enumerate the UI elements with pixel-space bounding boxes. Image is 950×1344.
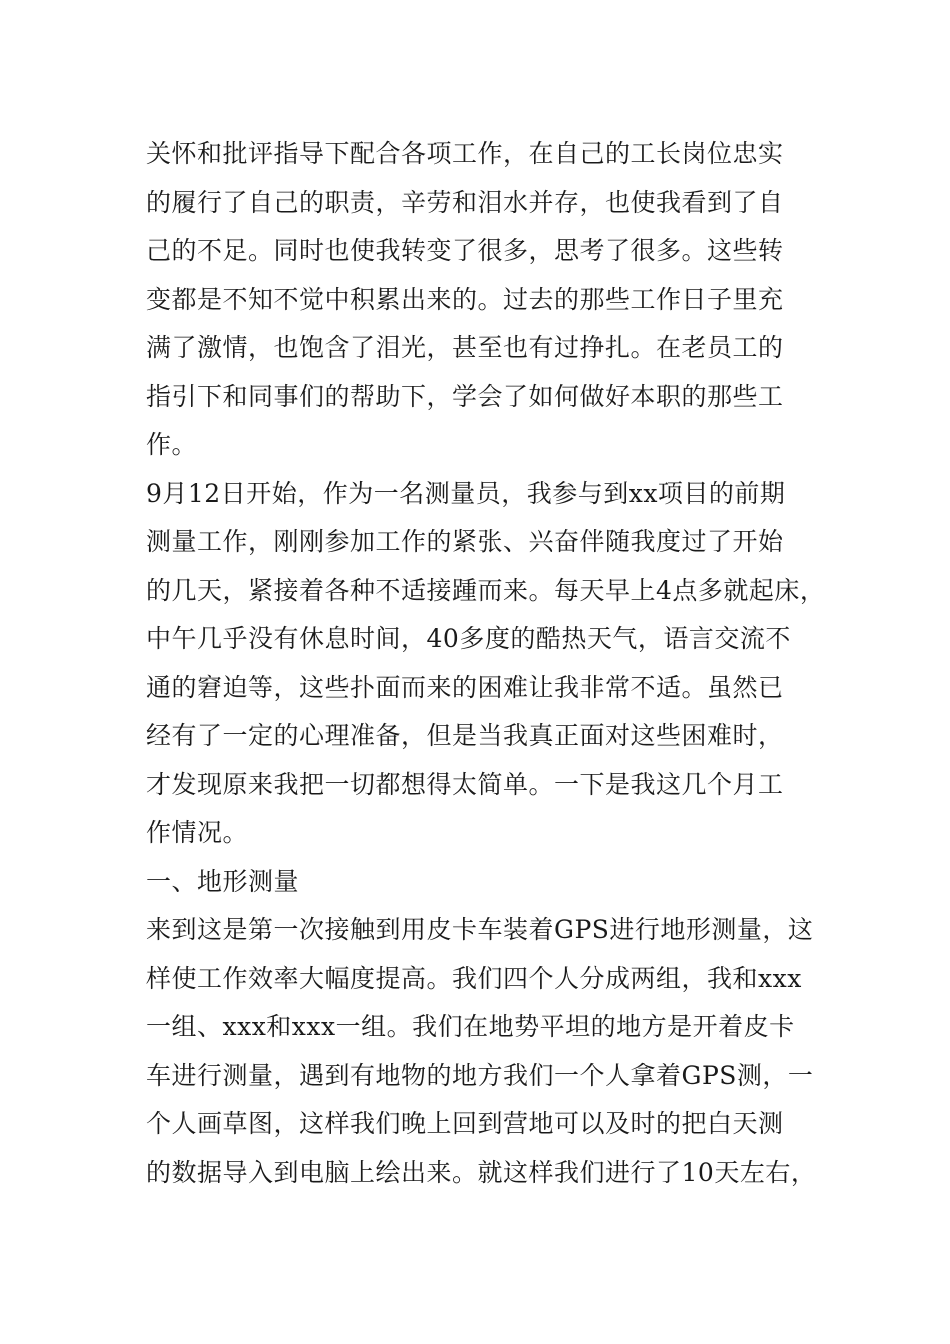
- text-line: 作。: [146, 430, 198, 459]
- text-line: 一组、xxx和xxx一组。我们在地势平坦的地方是开着皮卡: [146, 1012, 795, 1041]
- text-line: 己的不足。同时也使我转变了很多，思考了很多。这些转: [146, 236, 784, 265]
- text-line: 满了激情，也饱含了泪光，甚至也有过挣扎。在老员工的: [146, 333, 784, 362]
- text-line: 的几天，紧接着各种不适接踵而来。每天早上4点多就起床，: [146, 575, 826, 605]
- text-line: 中午几乎没有休息时间，40多度的酷热天气，语言交流不: [146, 624, 791, 653]
- text-line: 经有了一定的心理准备，但是当我真正面对这些困难时，: [146, 721, 784, 750]
- text-line: 个人画草图，这样我们晚上回到营地可以及时的把白天测: [146, 1109, 784, 1138]
- text-line: 测量工作，刚刚参加工作的紧张、兴奋伴随我度过了开始: [146, 527, 784, 556]
- document-body: [146, 130, 826, 1197]
- text-line: 样使工作效率大幅度提高。我们四个人分成两组，我和xxx: [146, 963, 802, 993]
- text-line: 的数据导入到电脑上绘出来。就这样我们进行了10天左右，: [146, 1157, 817, 1187]
- text-line: 指引下和同事们的帮助下，学会了如何做好本职的那些工: [146, 381, 784, 411]
- text-line: 才发现原来我把一切都想得太简单。一下是我这几个月工: [146, 769, 784, 799]
- text-line: 车进行测量，遇到有地物的地方我们一个人拿着GPS测，一: [146, 1060, 814, 1090]
- text-line: 通的窘迫等，这些扑面而来的困难让我非常不适。虽然已: [146, 672, 784, 702]
- text-line: 变都是不知不觉中积累出来的。过去的那些工作日子里充: [146, 284, 784, 314]
- text-line: 关怀和批评指导下配合各项工作，在自己的工长岗位忠实: [146, 139, 784, 168]
- section-heading: 一、地形测量: [146, 866, 300, 896]
- text-line: 来到这是第一次接触到用皮卡车装着GPS进行地形测量，这: [146, 915, 814, 944]
- text-line: 9月12日开始，作为一名测量员，我参与到xx项目的前期: [146, 478, 786, 508]
- text-line: 作情况。: [146, 818, 249, 847]
- text-line: 的履行了自己的职责，辛劳和泪水并存，也使我看到了自: [146, 187, 784, 217]
